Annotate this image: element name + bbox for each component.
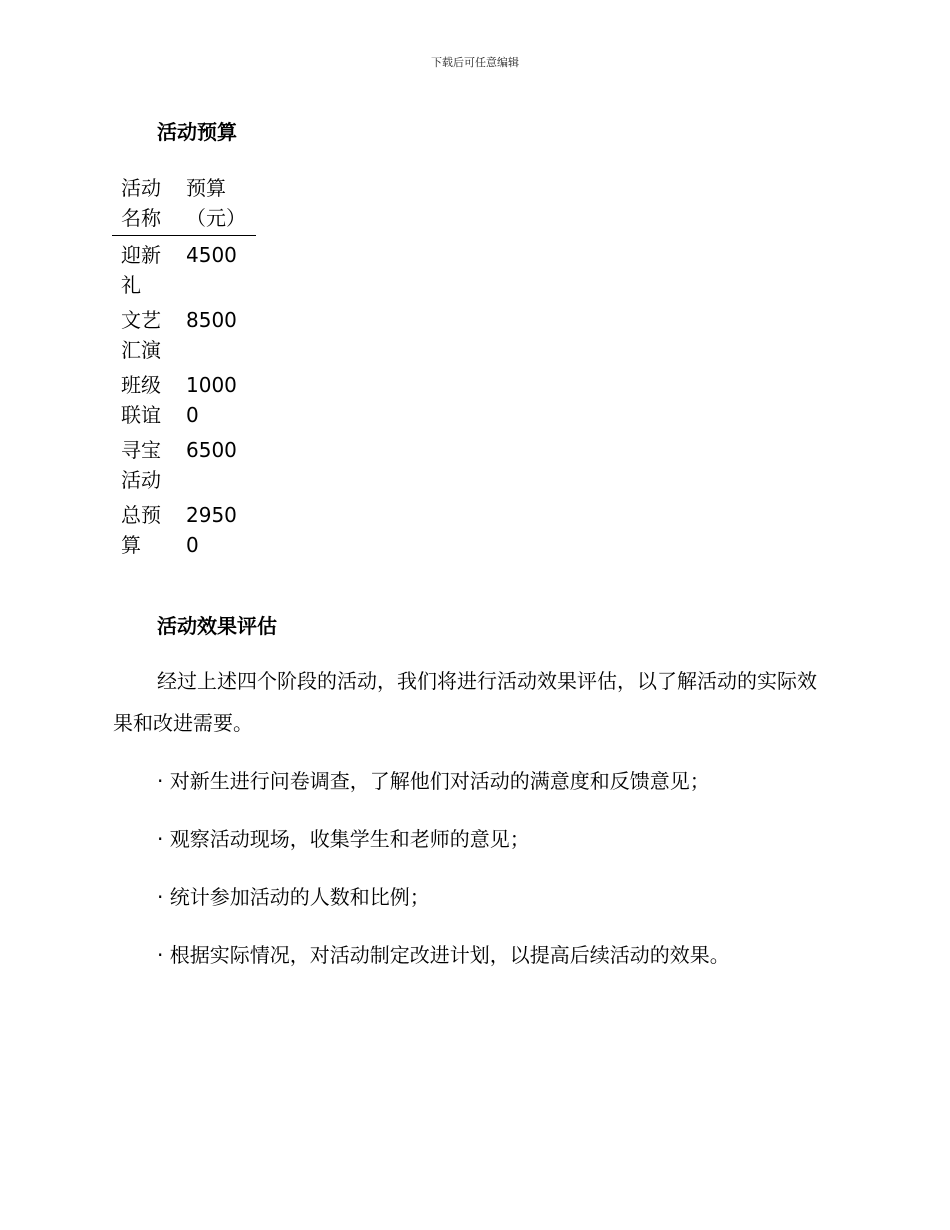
- budget-table: [112, 173, 256, 565]
- budget-value-cell: 10000: [186, 373, 237, 427]
- budget-table-header-row: [112, 173, 256, 236]
- table-row: [112, 305, 256, 370]
- activity-name-cell: 文艺汇演: [121, 308, 161, 362]
- evaluation-bullet-list: [157, 760, 730, 992]
- evaluation-intro-paragraph: 经过上述四个阶段的活动，我们将进行活动效果评估，以了解活动的实际效果和改进需要。: [113, 669, 817, 735]
- activity-name-cell: 迎新礼: [121, 243, 161, 297]
- table-row: [112, 370, 256, 435]
- list-item: · 观察活动现场，收集学生和老师的意见；: [157, 827, 530, 851]
- table-row-total: [112, 500, 256, 565]
- budget-value-cell: 6500: [186, 438, 237, 462]
- page-header-note: 下载后可任意编辑: [431, 56, 519, 69]
- budget-heading: 活动预算: [157, 120, 237, 144]
- list-item: · 对新生进行问卷调查，了解他们对活动的满意度和反馈意见；: [157, 769, 710, 793]
- budget-value-cell: 4500: [186, 243, 237, 267]
- list-item: · 根据实际情况，对活动制定改进计划，以提高后续活动的效果。: [157, 943, 730, 967]
- table-row: [112, 435, 256, 500]
- list-item: · 统计参加活动的人数和比例；: [157, 885, 430, 909]
- activity-name-cell: 班级联谊: [121, 373, 161, 427]
- budget-value-cell: 29500: [186, 503, 237, 557]
- column-header-budget: 预算（元）: [186, 176, 246, 230]
- activity-name-cell: 寻宝活动: [121, 438, 161, 492]
- column-header-activity-name: 活动名称: [121, 176, 161, 230]
- activity-name-cell: 总预算: [121, 503, 161, 557]
- budget-value-cell: 8500: [186, 308, 237, 332]
- table-row: [112, 236, 256, 306]
- evaluation-heading: 活动效果评估: [157, 614, 277, 638]
